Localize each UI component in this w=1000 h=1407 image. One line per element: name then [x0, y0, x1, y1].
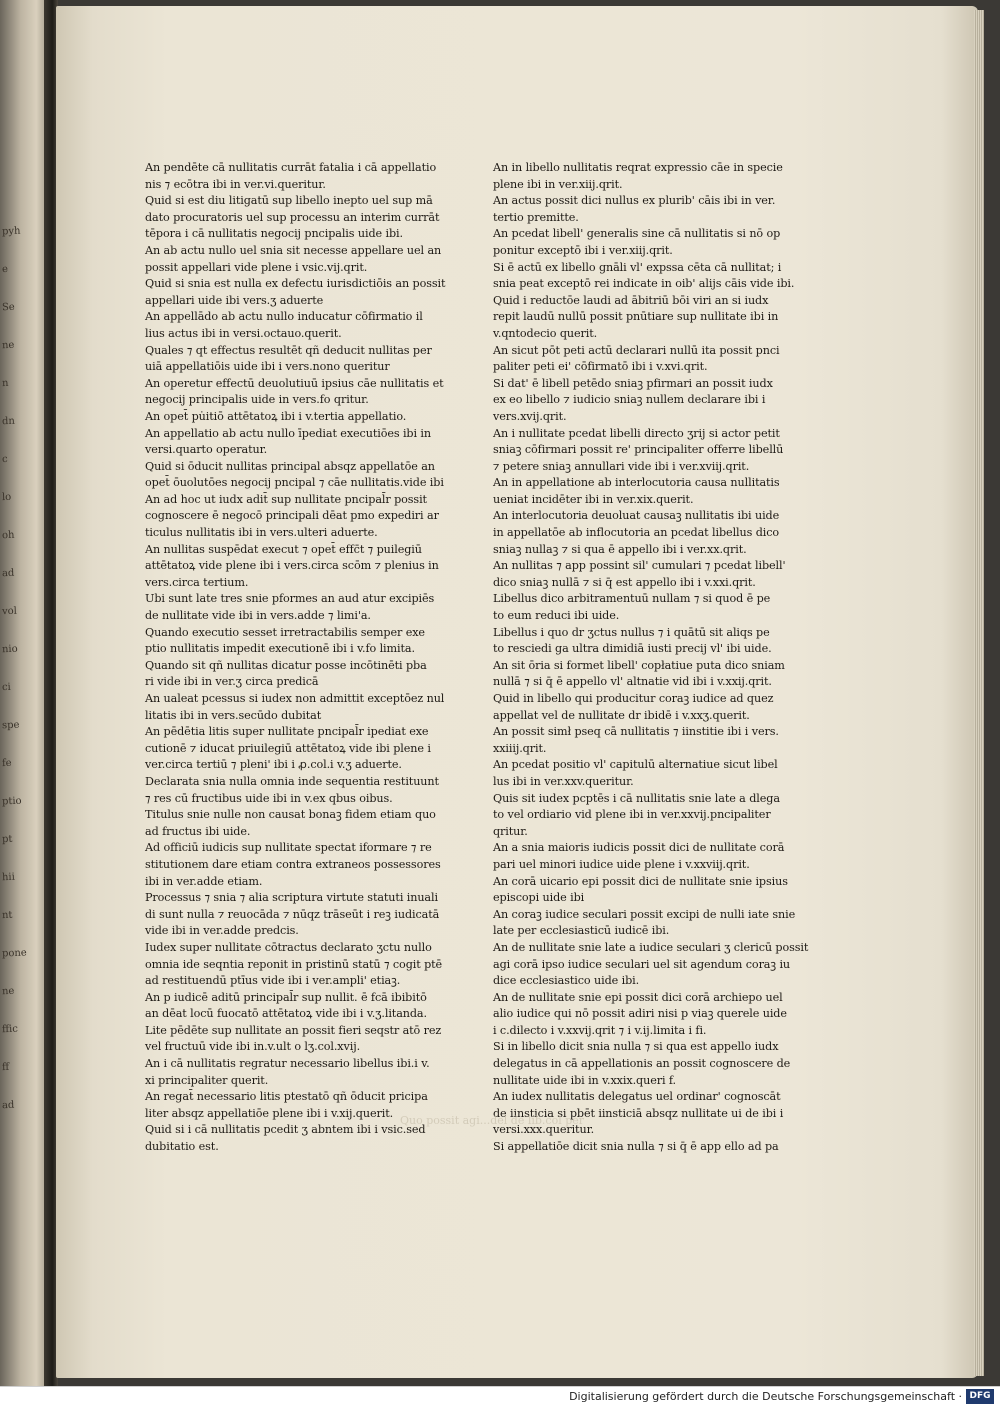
text-line: Titulus snie nulle non causat bonaꝫ fidem etiam quo	[145, 808, 436, 822]
text-line: Si ē actū ex libello gnāli vl' expssa cēta cā nullitat; i	[493, 260, 782, 274]
text-line: ueniat incidēter ibi in ver.xix.querit.	[493, 492, 694, 506]
text-line: negocij principalis uide in vers.fo qritur.	[145, 393, 369, 407]
text-line: alio iudice qui nō possit adiri nisi p viaꝫ querele uide	[493, 1007, 787, 1021]
bleed-fragment: nio	[1, 643, 18, 656]
text-line: Quid si i cā nullitatis pcedit ʒ abntem ibi i vsic.sed	[145, 1123, 426, 1137]
text-line: delegatus in cā appellationis an possit cognoscere de	[493, 1057, 791, 1071]
text-line: versi.quarto operatur.	[145, 443, 268, 457]
bleed-fragment: lo	[1, 491, 12, 504]
text-line: to resciedi ga ultra dimidiā iusti precij vl' ibi uide.	[493, 642, 772, 656]
bleed-fragment: ad	[1, 567, 15, 580]
text-line: sniaꝫ cōfirmari possit re' principaliter offerre libellū	[493, 443, 784, 457]
text-line: vide ibi in ver.adde predcis.	[145, 924, 299, 938]
text-line: Ubi sunt late tres snie pformes an aud atur excipiēs	[145, 592, 435, 606]
text-line: dubitatio est.	[145, 1140, 219, 1154]
text-line: vers.circa tertium.	[145, 575, 249, 589]
bleed-fragment: ne	[1, 339, 15, 352]
text-line: Quando sit qñ nullitas dicatur posse incōtinēti pba	[145, 658, 427, 672]
text-line: Quid si ōducit nullitas principal absqz appellatōe an	[145, 459, 435, 473]
bleed-fragment: n	[1, 377, 9, 390]
text-line: Si appellatiōe dicit snia nulla ⁊ si q̄ ē app ello ad pa	[493, 1140, 779, 1154]
left-text-column	[145, 160, 465, 1156]
text-line: An sicut pōt peti actū declarari nullū ita possit pnci	[493, 343, 780, 357]
text-line: cutionē ⁊ iducat priuilegiū attētatoꝝ vide ibi plene i	[145, 741, 431, 755]
text-line: An ab actu nullo uel snia sit necesse appellare uel an	[145, 243, 442, 257]
text-line: Processus ⁊ snia ⁊ alia scriptura virtute statuti inuali	[145, 891, 438, 905]
text-line: nis ⁊ ecōtra ibi in ver.vi.queritur.	[145, 177, 326, 191]
text-line: ibi in ver.adde etiam.	[145, 874, 263, 888]
text-line: v.qntodecio querit.	[493, 326, 598, 340]
bleed-fragment: e	[1, 263, 9, 276]
text-line: An possit simł pseq cā nullitatis ⁊ iinstitie ibi i vers.	[493, 725, 779, 739]
text-line: An iudex nullitatis delegatus uel ordinar' cognoscāt	[493, 1090, 781, 1104]
text-line: An i cā nullitatis regratur necessario libellus ibi.i v.	[145, 1057, 430, 1071]
text-line: omnia ide seqntia reponit in pristinū statū ⁊ cogit ptē	[145, 957, 443, 971]
text-line: Quid si snia est nulla ex defectu iurisdictiōis an possit	[145, 277, 446, 291]
bleed-fragment: ne	[1, 985, 15, 998]
text-line: ⁊ res cū fructibus uide ibi in v.ex qbus oibus.	[145, 791, 393, 805]
text-line: nullā ⁊ si q̄ ē appello vl' altnatie vid ibi i v.xxij.qrit.	[493, 675, 772, 689]
text-line: episcopi uide ibi	[493, 891, 585, 905]
text-line: ⁊ petere sniaꝫ annullari vide ibi i ver.xviij.qrit.	[493, 459, 750, 473]
bleed-fragment: ff	[1, 1061, 10, 1074]
text-line: An operetur effectū deuolutiuū ipsius cāe nullitatis et	[145, 376, 444, 390]
text-line: An actus possit dici nullus ex plurib' cāis ibi in ver.	[493, 194, 776, 208]
text-line: An a snia maioris iudicis possit dici de nullitate corā	[493, 841, 785, 855]
bleed-fragment: ptio	[1, 795, 22, 808]
bleed-fragment: ffic	[1, 1023, 19, 1036]
text-line: stitutionem dare etiam contra extraneos possessores	[145, 857, 441, 871]
bleed-fragment: oh	[1, 529, 15, 542]
show-through-text: Quo possit agi...del de lib.col per	[400, 1114, 585, 1127]
text-line: ri vide ibi in ver.ʒ circa predicā	[145, 675, 319, 689]
bleed-fragment: hii	[1, 871, 16, 884]
text-line: Ad officiū iudicis sup nullitate spectat iformare ⁊ re	[145, 841, 432, 855]
text-line: Quid in libello qui producitur coraꝫ iudice ad quez	[493, 692, 774, 705]
bleed-fragment: vol	[1, 605, 18, 618]
text-line: An ualeat pcessus si iudex non admittit exceptōez nul	[145, 692, 445, 705]
bleed-fragment: nt	[1, 909, 13, 922]
text-line: Quis sit iudex pcptēs i cā nullitatis snie late a dlega	[493, 791, 780, 805]
page-stack-edge	[974, 10, 984, 1376]
text-line: nullitate uide ibi in v.xxix.queri f.	[493, 1073, 676, 1087]
text-line: possit appellari vide plene i vsic.vij.qrit.	[145, 260, 368, 274]
text-line: in appellatōe ab inflocutoria an pcedat libellus dico	[493, 526, 780, 540]
text-line: An regat̄ necessario litis ptestatō qñ ōducit pricipa	[145, 1090, 428, 1104]
text-line: vers.xvij.qrit.	[493, 409, 567, 423]
text-line: lius actus ibi in versi.octauo.querit.	[145, 326, 342, 340]
text-line: vel fructuū vide ibi in.v.ult o lʒ.col.xvij.	[145, 1040, 361, 1054]
text-line: ponitur exceptō ibi i ver.xiij.qrit.	[493, 243, 673, 257]
text-line: snia peat exceptō rei indicate in oib' alijs cāis vide ibi.	[493, 277, 795, 291]
text-line: attētatoꝝ vide plene ibi i vers.circa scōm ⁊ plenius in	[145, 559, 439, 573]
text-line: pari uel minori iudice uide plene i v.xxviij.qrit.	[493, 857, 750, 871]
right-text-column	[493, 160, 809, 1156]
text-line: Quid i reductōe laudi ad ābitriū bōi viri an si iudx	[493, 293, 769, 307]
text-line: Lite pēdēte sup nullitate an possit fieri seqstr atō rez	[145, 1023, 442, 1037]
text-line: Libellus i quo dr ʒctus nullus ⁊ i quātū sit aliqs pe	[493, 625, 770, 639]
text-line: an dēat locū fuocatō attētatoꝝ vide ibi i v.ʒ.litanda.	[145, 1007, 427, 1021]
text-line: An interlocutoria deuoluat causaꝫ nullitatis ibi uide	[493, 509, 780, 523]
text-line: agi corā ipso iudice seculari uel sit agendum coraꝫ iu	[493, 957, 791, 971]
text-line: opet̄ ōuolutōes negocij pncipal ⁊ cāe nullitatis.vide ibi	[145, 476, 444, 490]
text-line: qritur.	[493, 824, 528, 838]
dfg-logo-icon: DFG	[966, 1389, 994, 1404]
text-line: xxiiij.qrit.	[493, 741, 547, 755]
text-line: dato procuratoris uel sup processu an interim currāt	[145, 210, 440, 224]
bleed-fragment: Se	[1, 301, 15, 314]
bleed-fragment: pyh	[1, 225, 21, 238]
text-line: Iudex super nullitate cōtractus declarato ʒctu nullo	[145, 940, 432, 954]
text-line: Si dat' ē libell petēdo sniaꝫ pfirmari an possit iudx	[493, 376, 773, 390]
text-line: repit laudū nullū possit pnūtiare sup nullitate ibi in	[493, 310, 779, 324]
text-line: appellari uide ibi vers.ʒ aduerte	[145, 293, 324, 307]
text-line: to vel ordiario vid plene ibi in ver.xxvij.pncipaliter	[493, 808, 771, 822]
text-line: An de nullitate snie epi possit dici corā archiepo uel	[493, 990, 783, 1004]
text-line: Declarata snia nulla omnia inde sequentia restituunt	[145, 774, 439, 788]
text-line: late per ecclesiasticū iudicē ibi.	[493, 924, 670, 938]
text-line: to eum reduci ibi uide.	[493, 609, 620, 623]
text-line: sniaꝫ nullaꝫ ⁊ si qua ē appello ibi i ver.xx.qrit.	[493, 542, 747, 556]
bleed-fragment: c	[1, 453, 8, 466]
text-line: ad fructus ibi uide.	[145, 824, 251, 838]
bleed-fragment: spe	[1, 719, 20, 732]
digitization-footer	[0, 1386, 1000, 1407]
text-line: uiā appellatiōis uide ibi i vers.nono queritur	[145, 360, 390, 374]
text-line: ex eo libello ⁊ iudicio sniaꝫ nullem declarare ibi i	[493, 393, 766, 407]
bleed-fragment: pt	[1, 833, 13, 846]
text-line: tertio premitte.	[493, 210, 579, 224]
text-line: appellat vel de nullitate dr ibidē i v.xxʒ.querit.	[493, 708, 750, 722]
text-line: An sit ōria si formet libell' copłatiue puta dico sniam	[493, 658, 785, 672]
text-line: An i nullitate pcedat libelli directo ʒrij si actor petit	[493, 426, 780, 440]
text-line: dice ecclesiastico uide ibi.	[493, 974, 640, 988]
text-line: An pcedat libell' generalis sine cā nullitatis si nō op	[493, 227, 781, 241]
text-line: ad restituendū ptīus vide ibi i ver.ampli' etiaꝫ.	[145, 974, 401, 988]
text-line: Quid si est diu litigatū sup libello inepto uel sup mā	[145, 194, 433, 208]
bleed-fragment: dn	[1, 415, 16, 428]
bleed-fragment: ci	[1, 681, 11, 694]
bleed-fragment: pone	[1, 947, 27, 960]
text-line: ptio nullitatis impedit executionē ibi i v.fo limita.	[145, 642, 415, 656]
text-line: An opet̄ pu̇itiō attētatoꝝ ibi i v.tertia appellatio.	[145, 409, 407, 423]
text-line: paliter peti ei' cōfirmatō ibi i v.xvi.qrit.	[493, 360, 708, 374]
text-line: lus ibi in ver.xxv.queritur.	[493, 774, 634, 788]
text-line: An corā uicario epi possit dici de nullitate snie ipsius	[493, 874, 788, 888]
text-line: An p iudicē aditū principal̄r sup nullit. ē fcā ibibitō	[145, 990, 427, 1004]
text-line: xi principaliter querit.	[145, 1073, 269, 1087]
text-line: Si in libello dicit snia nulla ⁊ si qua est appello iudx	[493, 1040, 779, 1054]
text-line: Libellus dico arbitramentuū nullam ⁊ si quod ē pe	[493, 592, 771, 606]
text-line: liter absqz appellatiōe plene ibi i v.xij.querit.	[145, 1106, 394, 1120]
text-line: cognoscere ē negocō principali dēat pmo expediri ar	[145, 509, 439, 523]
text-line: An ad hoc ut iudx adit̄ sup nullitate pncipal̄r possit	[145, 492, 427, 506]
text-line: Quales ⁊ qt effectus resultēt qñ deducit nullitas per	[145, 343, 432, 357]
text-line: plene ibi in ver.xiij.qrit.	[493, 177, 623, 191]
text-line: Quando executio sesset irretractabilis semper exe	[145, 625, 425, 639]
text-line: An appellatio ab actu nullo īpediat executiōes ibi in	[145, 426, 432, 440]
text-line: An pēdētia litis super nullitate pncipal̄r ipediat exe	[145, 725, 429, 739]
bleed-fragment: fe	[1, 757, 12, 770]
text-line: versi.xxx.queritur.	[493, 1123, 595, 1137]
text-line: de iinsticia si pbēt iinsticiā absqz nullitate ui de ibi i	[493, 1106, 784, 1120]
text-line: An appellādo ab actu nullo inducatur cōfirmatio il	[145, 310, 423, 324]
text-line: ver.circa tertiū ⁊ pleni' ibi i ꝓ.col.i v.ʒ aduerte.	[145, 758, 402, 772]
text-line: An nullitas suspēdat execut ⁊ opet̄ effc̄t ⁊ puilegiū	[145, 542, 422, 556]
text-line: litatis ibi in vers.secūdo dubitat	[145, 708, 322, 722]
text-line: dico sniaꝫ nullā ⁊ si q̄ est appello ibi i v.xxi.qrit.	[493, 575, 756, 589]
text-line: An nullitas ⁊ app possint sil' cumulari ⁊ pcedat libell'	[493, 559, 786, 573]
footer-credit-text: Digitalisierung gefördert durch die Deutsche Forschungsgemeinschaft ·	[569, 1390, 962, 1403]
text-line: An in libello nullitatis reqrat expressio cāe in specie	[493, 161, 783, 174]
text-line: An coraꝫ iudice seculari possit excipi de nulli iate snie	[493, 907, 796, 921]
text-line: ticulus nullitatis ibi in vers.ulteri aduerte.	[145, 526, 378, 540]
bleed-fragment: ad	[1, 1099, 15, 1112]
text-line: di sunt nulla ⁊ reuocāda ⁊ nūqz trāseūt i reꝫ iudicatā	[145, 907, 440, 921]
text-line: de nullitate vide ibi in vers.adde ⁊ limi'a.	[145, 609, 371, 623]
text-line: An in appellatione ab interlocutoria causa nullitatis	[493, 476, 780, 490]
text-line: An de nullitate snie late a iudice seculari ʒ clericū possit	[493, 940, 809, 954]
text-line: i c.dilecto i v.xxvij.qrit ⁊ i v.ij.limita i fi.	[493, 1023, 707, 1037]
text-line: An pcedat positio vl' capitulū alternatiue sicut libel	[493, 758, 778, 772]
text-line: tēpora i cā nullitatis negocij pncipalis uide ibi.	[145, 227, 403, 241]
text-line: An pendēte cā nullitatis currāt fatalia i cā appellatio	[145, 161, 437, 174]
